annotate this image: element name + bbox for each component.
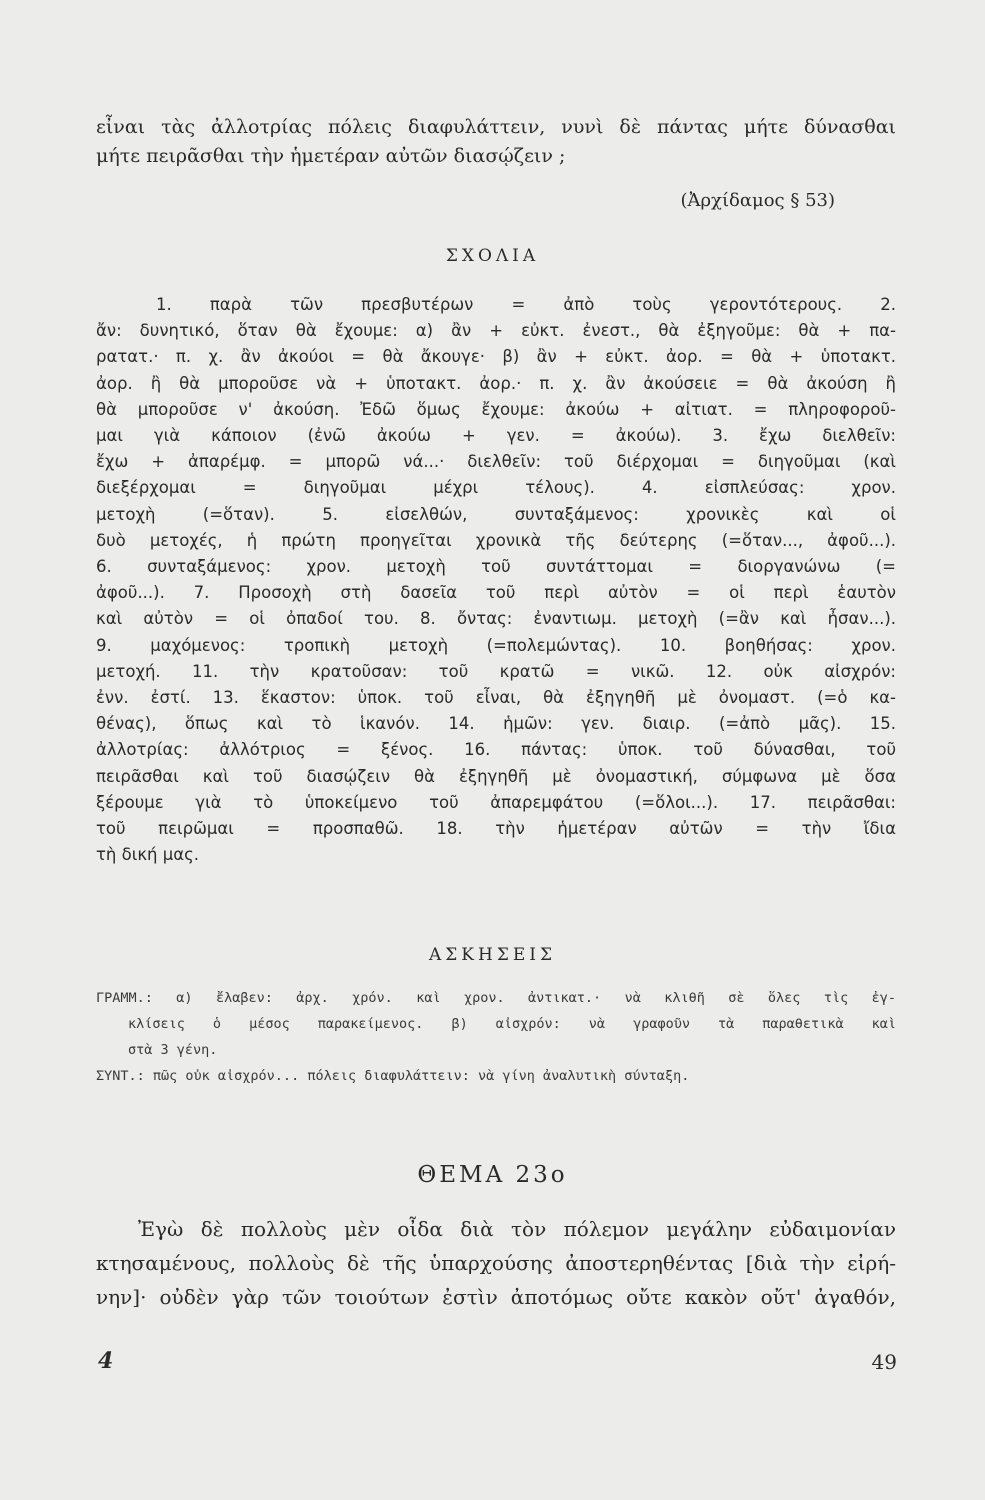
scholia-line: ἔχω + ἀπαρέμφ. = μπορῶ νά...· διελθεῖν: τοῦ διέρχομαι = διηγοῦμαι (καὶ [96,452,896,472]
scholia-line: ἀφοῦ...). 7. Προσοχὴ στὴ δασεῖα τοῦ περὶ αὐτὸν = οἱ περὶ ἑαυτὸν [96,583,896,603]
scholia-line: ξέρουμε γιὰ τὸ ὑποκείμενο τοῦ ἀπαρεμφάτου (=ὅλοι...). 17. πειρᾶσθαι: [96,792,896,812]
scholia-line: ρατατ.· π. χ. ἂν ἀκούοι = θὰ ἄκουγε· β) ἂν + εὐκτ. ἀορ. = θὰ + ὑποτακτ. [96,347,896,367]
exercise-line: στὰ 3 γένη. [128,1042,218,1058]
scholia-line: ἀορ. ἢ θὰ μποροῦσε νὰ + ὑποτακτ. ἀορ.· π. χ. ἂν ἀκούσειε = θὰ ἀκούση ἢ [96,373,896,393]
scholia-line: δυὸ μετοχές, ἡ πρώτη προηγεῖται χρονικὰ τῆς δεύτερης (=ὅταν..., ἀφοῦ...). [96,530,896,550]
theme-passage [96,1212,896,1314]
signature-mark: 4 [98,1348,114,1374]
exercises-block [96,985,896,1089]
exercises-heading: ΑΣΚΗΣΕΙΣ [429,945,556,965]
exercise-line: ΣΥΝΤ.: πῶς οὐκ αἰσχρόν... πόλεις διαφυλάττειν: νὰ γίνη ἀναλυτικὴ σύνταξη. [96,1068,690,1084]
scholia-line: πειρᾶσθαι καὶ τοῦ διασῴζειν θὰ ἐξηγηθῆ μὲ ὀνομαστική, σύμφωνα μὲ ὅσα [96,766,896,786]
scholia-line: καὶ αὐτὸν = οἱ ὀπαδοί του. 8. ὄντας: ἐναντιωμ. μετοχὴ (=ἂν καὶ ἦσαν...). [96,609,896,629]
scholia-line: τοῦ πειρῶμαι = προσπαθῶ. 18. τὴν ἡμετέραν αὐτῶν = τὴν ἴδια [96,819,896,839]
scholia-line: μαι γιὰ κάποιον (ἐνῶ ἀκούω + γεν. = ἀκούω). 3. ἔχω διελθεῖν: [96,426,896,446]
citation: (Ἀρχίδαμος § 53) [680,190,835,211]
scholia-heading: ΣΧΟΛΙΑ [445,246,540,266]
theme-line: νην]· οὐδὲν γὰρ τῶν τοιούτων ἐστὶν ἀποτόμως οὔτε κακὸν οὔτ' ἀγαθόν, [96,1285,896,1309]
scholia-line: ἄν: δυνητικό, ὅταν θὰ ἔχουμε: α) ἂν + εὐκτ. ἐνεστ., θὰ ἐξηγοῦμε: θὰ + πα- [96,321,896,341]
scholia-line: θένας), ὅπως καὶ τὸ ἱκανόν. 14. ἡμῶν: γεν. διαιρ. (=ἀπὸ μᾶς). 15. [96,714,896,734]
scholia-line: 1. παρὰ τῶν πρεσβυτέρων = ἀπὸ τοὺς γεροντότερους. 2. [156,295,896,314]
scholia-line: τὴ δική μας. [96,845,200,865]
scholia-line: μετοχὴ (=ὅταν). 5. εἰσελθών, συνταξάμενος: χρονικὲς καὶ οἱ [96,504,896,524]
scholia-line: ἀλλοτρίας: ἀλλότριος = ξένος. 16. πάντας: ὑποκ. τοῦ δύνασθαι, τοῦ [96,740,896,760]
scholia-line: μετοχή. 11. τὴν κρατοῦσαν: τοῦ κρατῶ = νικῶ. 12. οὐκ αἰσχρόν: [96,661,896,681]
exercise-line: ΓΡΑΜΜ.: α) ἔλαβεν: ἀρχ. χρόν. καὶ χρον. ἀντικατ.· νὰ κλιθῆ σὲ ὅλες τὶς ἐγ- [96,990,896,1006]
intro-line: μήτε πειρᾶσθαι τὴν ἡμετέραν αὐτῶν διασῴζειν ; [96,145,566,167]
scholia-line: 6. συνταξάμενος: χρον. μετοχὴ τοῦ συντάττομαι = διοργανώνω (= [96,557,896,577]
scholia-line: θὰ μποροῦσε ν' ἀκούση. Ἐδῶ ὅμως ἔχουμε: ἀκούω + αἰτιατ. = πληροφοροῦ- [96,399,896,419]
scholia-notes [96,292,896,868]
scholia-line: 9. μαχόμενος: τροπικὴ μετοχὴ (=πολεμώντας). 10. βοηθήσας: χρον. [96,635,896,655]
scholia-line: ἐνν. ἐστί. 13. ἕκαστον: ὑποκ. τοῦ εἶναι, θὰ ἐξηγηθῆ μὲ ὀνομαστ. (=ὁ κα- [96,688,896,708]
theme-line: κτησαμένους, πολλοὺς δὲ τῆς ὑπαρχούσης ἀποστερηθέντας [διὰ τὴν εἰρή- [96,1251,896,1275]
theme-line: Ἐγὼ δὲ πολλοὺς μὲν οἶδα διὰ τὸν πόλεμον μεγάλην εὐδαιμονίαν [138,1217,896,1241]
intro-line: εἶναι τὰς ἀλλοτρίας πόλεις διαφυλάττειν, νυνὶ δὲ πάντας μήτε δύνασθαι [96,116,896,138]
intro-passage [96,113,896,171]
page-number: 49 [871,1350,897,1374]
theme-title: ΘΕΜΑ 23ο [417,1162,568,1188]
exercise-line: κλίσεις ὁ μέσος παρακείμενος. β) αἰσχρόν: νὰ γραφοῦν τὰ παραθετικὰ καὶ [128,1016,896,1032]
scholia-line: διεξέρχομαι = διηγοῦμαι μέχρι τέλους). 4. εἰσπλεύσας: χρον. [96,478,896,498]
